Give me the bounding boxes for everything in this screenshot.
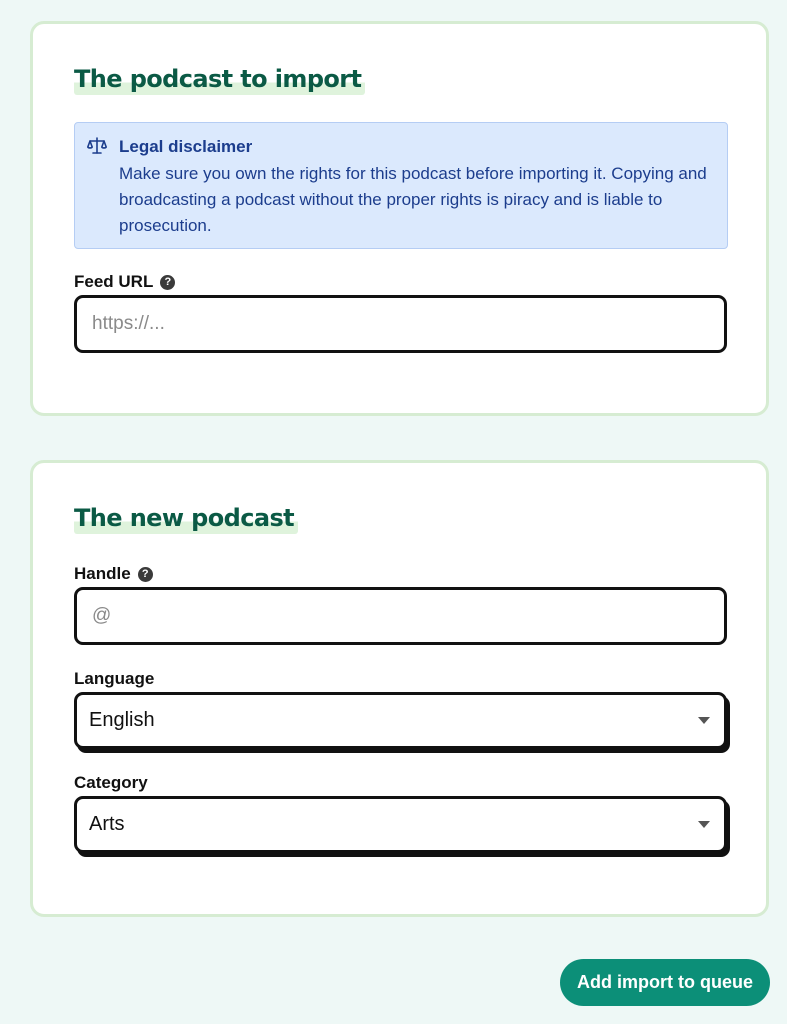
category-label-text: Category	[74, 773, 148, 792]
legal-disclaimer-alert	[74, 122, 728, 249]
import-section-title: The podcast to import	[74, 65, 365, 95]
feed-url-input[interactable]	[74, 295, 727, 353]
category-label	[74, 773, 148, 793]
handle-label-text: Handle	[74, 564, 131, 583]
disclaimer-title: Legal disclaimer	[119, 137, 253, 156]
scale-icon	[87, 136, 107, 156]
category-selected-value: Arts	[89, 813, 125, 835]
disclaimer-body: Make sure you own the rights for this podcast before importing it. Copying and broadcasting a podcast without the proper rights is piracy and is liable to prosecution.	[119, 164, 707, 235]
help-icon[interactable]: ?	[138, 567, 153, 582]
new-podcast-section-card	[30, 460, 769, 917]
language-label-text: Language	[74, 669, 155, 688]
feed-url-label-text: Feed URL	[74, 272, 154, 291]
language-select[interactable]	[74, 692, 727, 749]
new-podcast-section-title: The new podcast	[74, 504, 298, 534]
chevron-down-icon	[698, 821, 710, 828]
chevron-down-icon	[698, 717, 710, 724]
category-select[interactable]	[74, 796, 727, 853]
help-icon[interactable]: ?	[160, 275, 175, 290]
add-import-to-queue-button[interactable]: Add import to queue	[560, 959, 770, 1006]
import-section-card	[30, 21, 769, 416]
language-selected-value: English	[89, 709, 155, 731]
handle-label	[74, 564, 153, 584]
language-label	[74, 669, 154, 689]
handle-input[interactable]	[74, 587, 727, 645]
feed-url-label	[74, 272, 175, 292]
